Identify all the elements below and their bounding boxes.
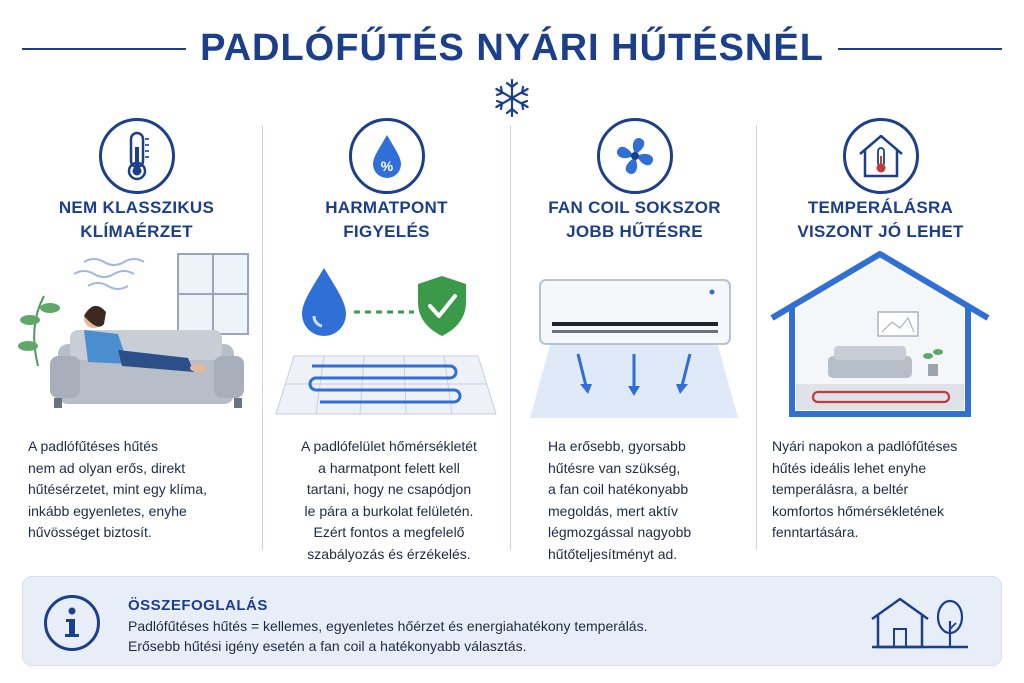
- snowflake-icon: [492, 78, 532, 118]
- title-rule-right: [832, 48, 1002, 50]
- dewpoint-floor-illustration: [264, 246, 509, 418]
- percent-drop-icon: [349, 118, 425, 194]
- column-divider: [510, 125, 511, 550]
- summary-title: ÖSSZEFOGLALÁS: [128, 597, 268, 614]
- column-fancoil: [512, 118, 757, 562]
- svg-text:%: %: [380, 158, 393, 174]
- page-title: PADLÓFŰTÉS NYÁRI HŰTÉSNÉL: [186, 27, 838, 70]
- column-klimaerzet: [14, 118, 259, 558]
- column-title: FAN COIL SOKSZOR JOBB HŰTÉSRE: [548, 198, 721, 241]
- house-thermometer-icon: [843, 118, 919, 194]
- column-divider: [262, 125, 263, 550]
- info-icon: [44, 595, 100, 651]
- summary-line: Erősebb hűtési igény esetén a fan coil a hatékonyabb választás.: [128, 638, 527, 654]
- header: [0, 22, 1024, 74]
- column-text: Ha erősebb, gyorsabb hűtésre van szükség, a fan coil hatékonyabb megoldás, mert aktív légmozgással nagyobb hűtőteljesítményt ad.: [548, 438, 692, 562]
- house-floor-heating-illustration: [758, 246, 1003, 418]
- thermometer-icon: [99, 118, 175, 194]
- fan-icon: [597, 118, 673, 194]
- house-tree-icon: [870, 595, 970, 651]
- column-title: HARMATPONT FIGYELÉS: [325, 198, 448, 241]
- summary-line: Padlófűtéses hűtés = kellemes, egyenletes hőérzet és energiahatékony temperálás.: [128, 618, 648, 634]
- column-text: Nyári napokon a padlófűtéses hűtés ideális lehet enyhe temperálásra, a beltér komfortos hőmérsékletének fenntartására.: [772, 438, 958, 540]
- column-title: NEM KLASSZIKUS KLÍMAÉRZET: [58, 198, 215, 241]
- column-harmatpont: [264, 118, 509, 562]
- title-rule-left: [22, 48, 192, 50]
- column-text: A padlófűtéses hűtés nem ad olyan erős, direkt hűtésérzetet, mint egy klíma, inkább egyenletes, enyhe hűvösséget biztosít.: [28, 438, 207, 540]
- woman-on-sofa-illustration: [14, 246, 259, 418]
- fan-coil-unit-illustration: [512, 246, 757, 418]
- column-text: A padlófelület hőmérsékletét a harmatpont felett kell tartani, hogy ne csapódjon le pára a burkolat felületén. Ezért fontos a megfelelő szabályozás és érzékelés.: [301, 438, 477, 562]
- column-title: TEMPERÁLÁSRA VISZONT JÓ LEHET: [797, 198, 964, 241]
- column-temperalas: [758, 118, 1003, 558]
